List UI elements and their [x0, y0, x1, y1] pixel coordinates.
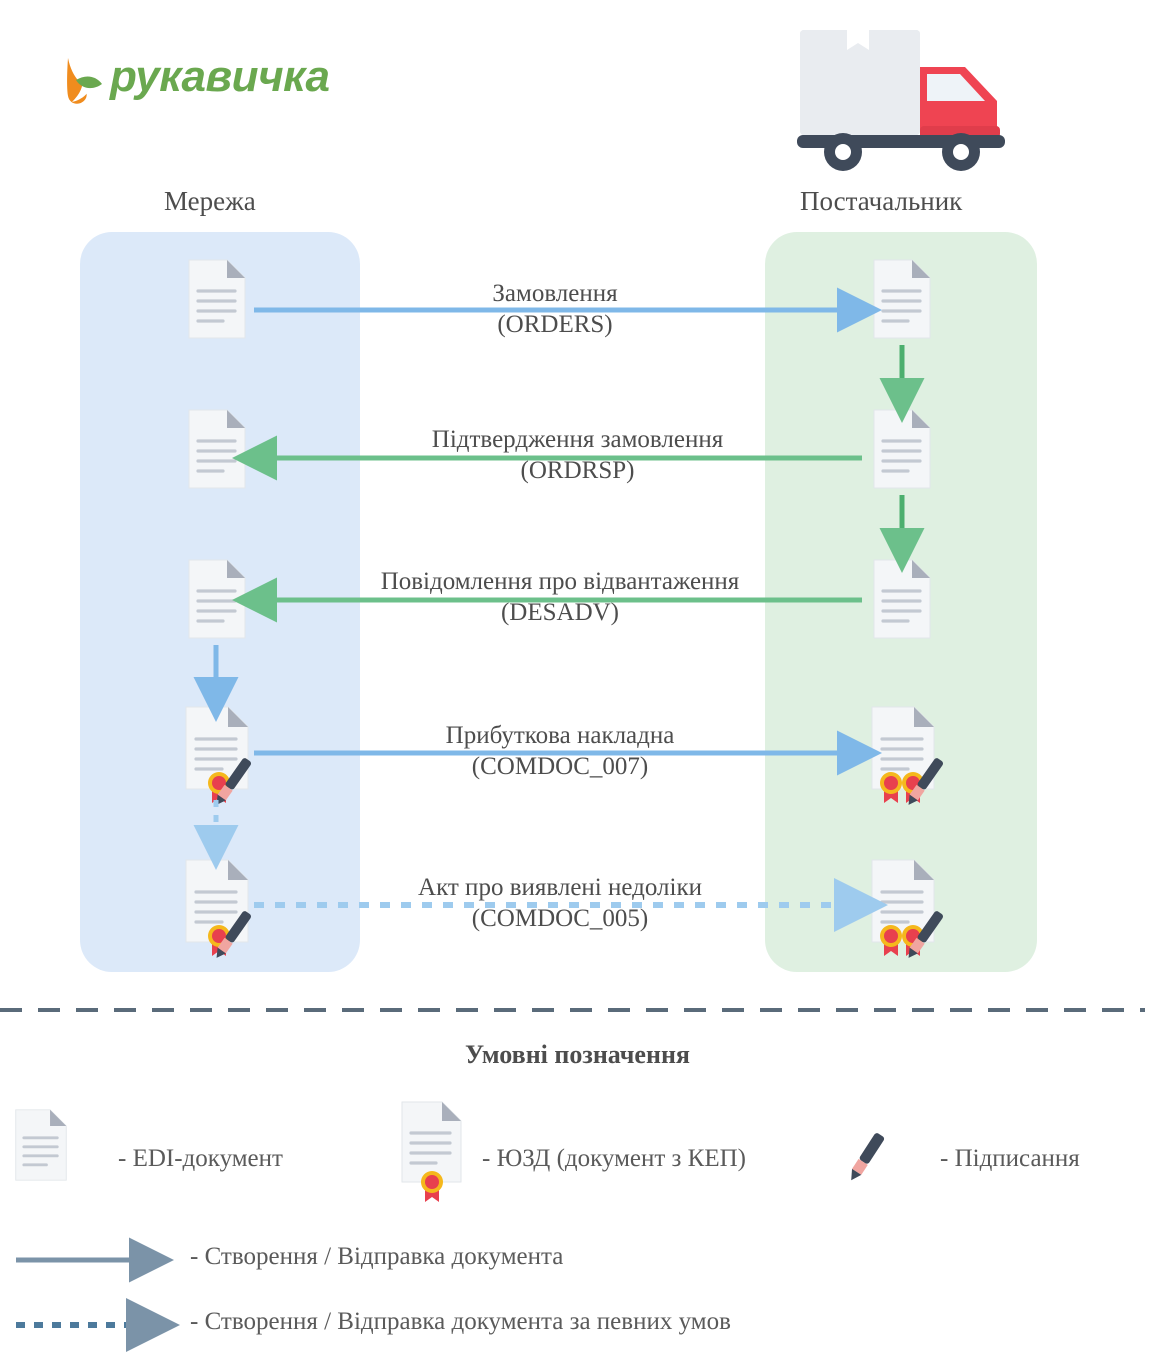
- solid-arrow-icon-legend: [16, 1245, 176, 1275]
- pen-signing-icon-legend: [862, 1128, 928, 1194]
- document-icon-legend: [12, 1108, 70, 1182]
- brand-name: рукавичка: [110, 52, 330, 101]
- supplier-column-title: Постачальник: [800, 186, 963, 216]
- flow-label-desadv: Повідомлення про відвантаження (DESADV): [380, 568, 740, 627]
- section-divider: [0, 1008, 1155, 1012]
- flow-label-orders: Замовлення (ORDERS): [492, 280, 618, 339]
- legend-label-signing: - Підписання: [940, 1145, 1080, 1172]
- legend-label-uzd-doc: - ЮЗД (документ з КЕП): [482, 1145, 747, 1172]
- legend-label-solid-arrow: - Створення / Відправка документа: [190, 1243, 564, 1270]
- document-with-seal-icon-legend: [398, 1100, 470, 1205]
- legend-label-dotted-arrow: - Створення / Відправка документа за певних умов: [190, 1308, 731, 1335]
- flow-label-comdoc007: Прибуткова накладна (COMDOC_007): [445, 722, 675, 781]
- legend-title: Умовні позначення: [464, 1040, 690, 1069]
- network-column-title: Мережа: [164, 186, 256, 216]
- flow-label-comdoc005: Акт про виявлені недоліки (COMDOC_005): [418, 874, 702, 933]
- dotted-arrow-icon-legend: [16, 1310, 176, 1340]
- legend-label-edi-doc: - EDI-документ: [118, 1145, 283, 1172]
- flow-label-ordrsp: Підтвердження замовлення (ORDRSP): [431, 426, 724, 485]
